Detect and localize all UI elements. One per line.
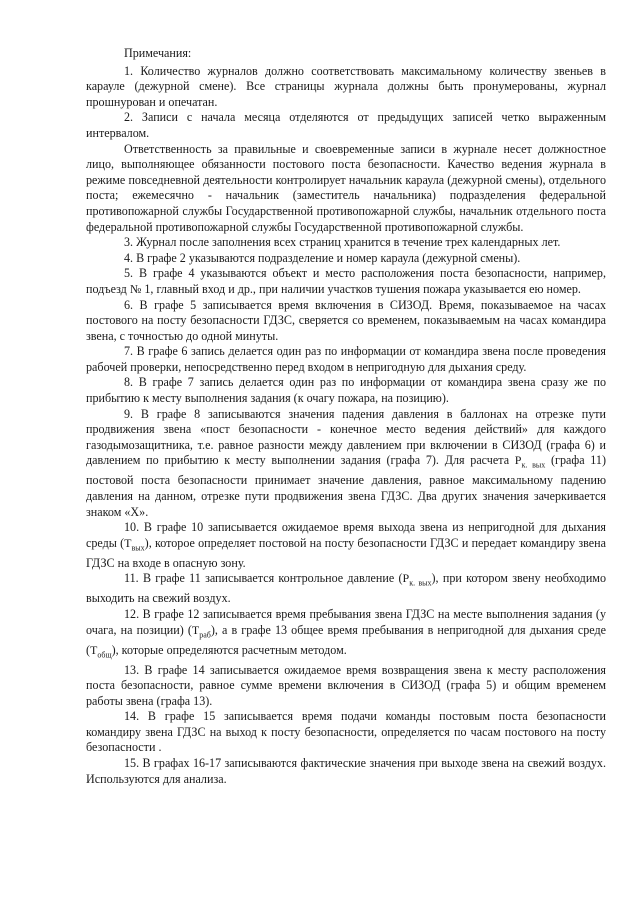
note-6: 6. В графе 5 записывается время включения в СИЗОД. Время, показываемое на часах постового на посту безопасности ГДЗС, сверяется со временем, показываемым на часах командира звена, с точностью до одной минуты. bbox=[86, 297, 606, 343]
note-5: 5. В графе 4 указываются объект и место расположения поста безопасности, например, подъезд № 1, главный вход и др., при наличии участков тушения пожара указывается ею номер. bbox=[86, 266, 606, 296]
note-10 bbox=[86, 520, 606, 571]
note-2: 2. Записи с начала месяца отделяются от предыдущих записей четко выраженным интервалом. bbox=[86, 110, 606, 140]
note-12-part-a: 12. В графе 12 записывается время пребывания звена ГДЗС на месте выполнения задания (у очага, на позиции) ( bbox=[86, 606, 606, 637]
note-11-part-a: 11. В графе 11 записывается контрольное давление ( bbox=[124, 571, 403, 586]
note-4: 4. В графе 2 указываются подразделение и номер караула (дежурной смены). bbox=[124, 250, 521, 265]
note-9 bbox=[86, 407, 606, 521]
note-15: 15. В графах 16-17 записываются фактические значения при выходе звена на свежий воздух. Используются для анализа. bbox=[86, 756, 606, 786]
note-10-part-a: 10. В графе 10 записывается ожидаемое время выхода звена из непригодной для дыхания среды ( bbox=[86, 520, 606, 550]
note-14: 14. В графе 15 записывается время подачи команды постовым поста безопасности командиру звена ГДЗС на выход к посту безопасности, определяется по часам постового на посту безопасности . bbox=[86, 709, 606, 755]
note-12 bbox=[86, 607, 606, 663]
formula-p-kvyh-2: $P_{к. вых}$ bbox=[402, 571, 432, 588]
note-11 bbox=[86, 571, 606, 607]
document-page bbox=[86, 46, 606, 787]
note-10-part-b: ), которое определяет постовой на посту безопасности ГДЗС и передает командиру звена ГДЗС на входе в опасную зону. bbox=[86, 535, 606, 570]
note-12-part-b: ), а в графе 13 общее время пребывания в непригодной для дыхания среде ( bbox=[86, 622, 606, 657]
note-1: 1. Количество журналов должно соответствовать максимальному количеству звеньев в карауле (дежурной смене). Все страницы журнала должны быть пронумерованы, журнал прошнурован и опечатан. bbox=[86, 63, 606, 109]
notes-heading: Примечания: bbox=[124, 46, 192, 60]
note-9-part-b: (графа 11) постовой поста безопасности принимает значение давления, равное максимальному падению давления на данном, отрезке пути продвижения звена ГДЗС. Два других значения зачеркивается знаком «Х». bbox=[86, 453, 606, 519]
responsibility-paragraph: Ответственность за правильные и своевременные записи в журнале несет должностное лицо, выполняющее обязанности постового поста безопасности. Качество ведения журнала в режиме повседневной деятельности контролирует начальник караула (дежурной смены), отдельного поста; ежемесячно - начальник (заместитель начальника) подразделения федеральной противопожарной службы Государственной противопожарной службы, начальник отдельного поста федеральной противопожарной службы Государственной противопожарной службы. bbox=[86, 141, 606, 234]
note-7: 7. В графе 6 запись делается один раз по информации от командира звена после проведения рабочей проверки, непосредственно перед входом в непригодную для дыхания среду. bbox=[86, 344, 606, 374]
note-3: 3. Журнал после заполнения всех страниц хранится в течение трех календарных лет. bbox=[124, 235, 561, 250]
formula-t-rab: $T_{раб}$ bbox=[191, 622, 211, 639]
note-12-part-c: ), которые определяются расчетным методом. bbox=[111, 642, 347, 657]
note-11-part-b: ), при котором звену необходимо выходить на свежий воздух. bbox=[86, 571, 606, 606]
formula-p-kvyh: $P_{к. вых}$ bbox=[514, 453, 546, 470]
formula-t-vyh: $T_{вых}$ bbox=[124, 535, 145, 553]
formula-t-obsh: $T_{общ}$ bbox=[90, 642, 112, 659]
note-9-part-a: 9. В графе 8 записываются значения падения давления в баллонах на отрезке пути продвижения звена «пост безопасности - конечное место ведения действий» для каждого газодымозащитника, т.е. равное разности между давлением при включении в СИЗОД (графа 6) и давлением по прибытию к месту выполнении задания (графа 7). Для расчета bbox=[86, 406, 606, 468]
note-8: 8. В графе 7 запись делается один раз по информации от командира звена сразу же по прибытию к месту выполнения задания (к очагу пожара, на позицию). bbox=[86, 375, 606, 406]
note-13: 13. В графе 14 записывается ожидаемое время возвращения звена к месту расположения поста безопасности, равное сумме времени включения в СИЗОД (графа 5) и общим временем работы звена (графа 13). bbox=[86, 662, 606, 708]
